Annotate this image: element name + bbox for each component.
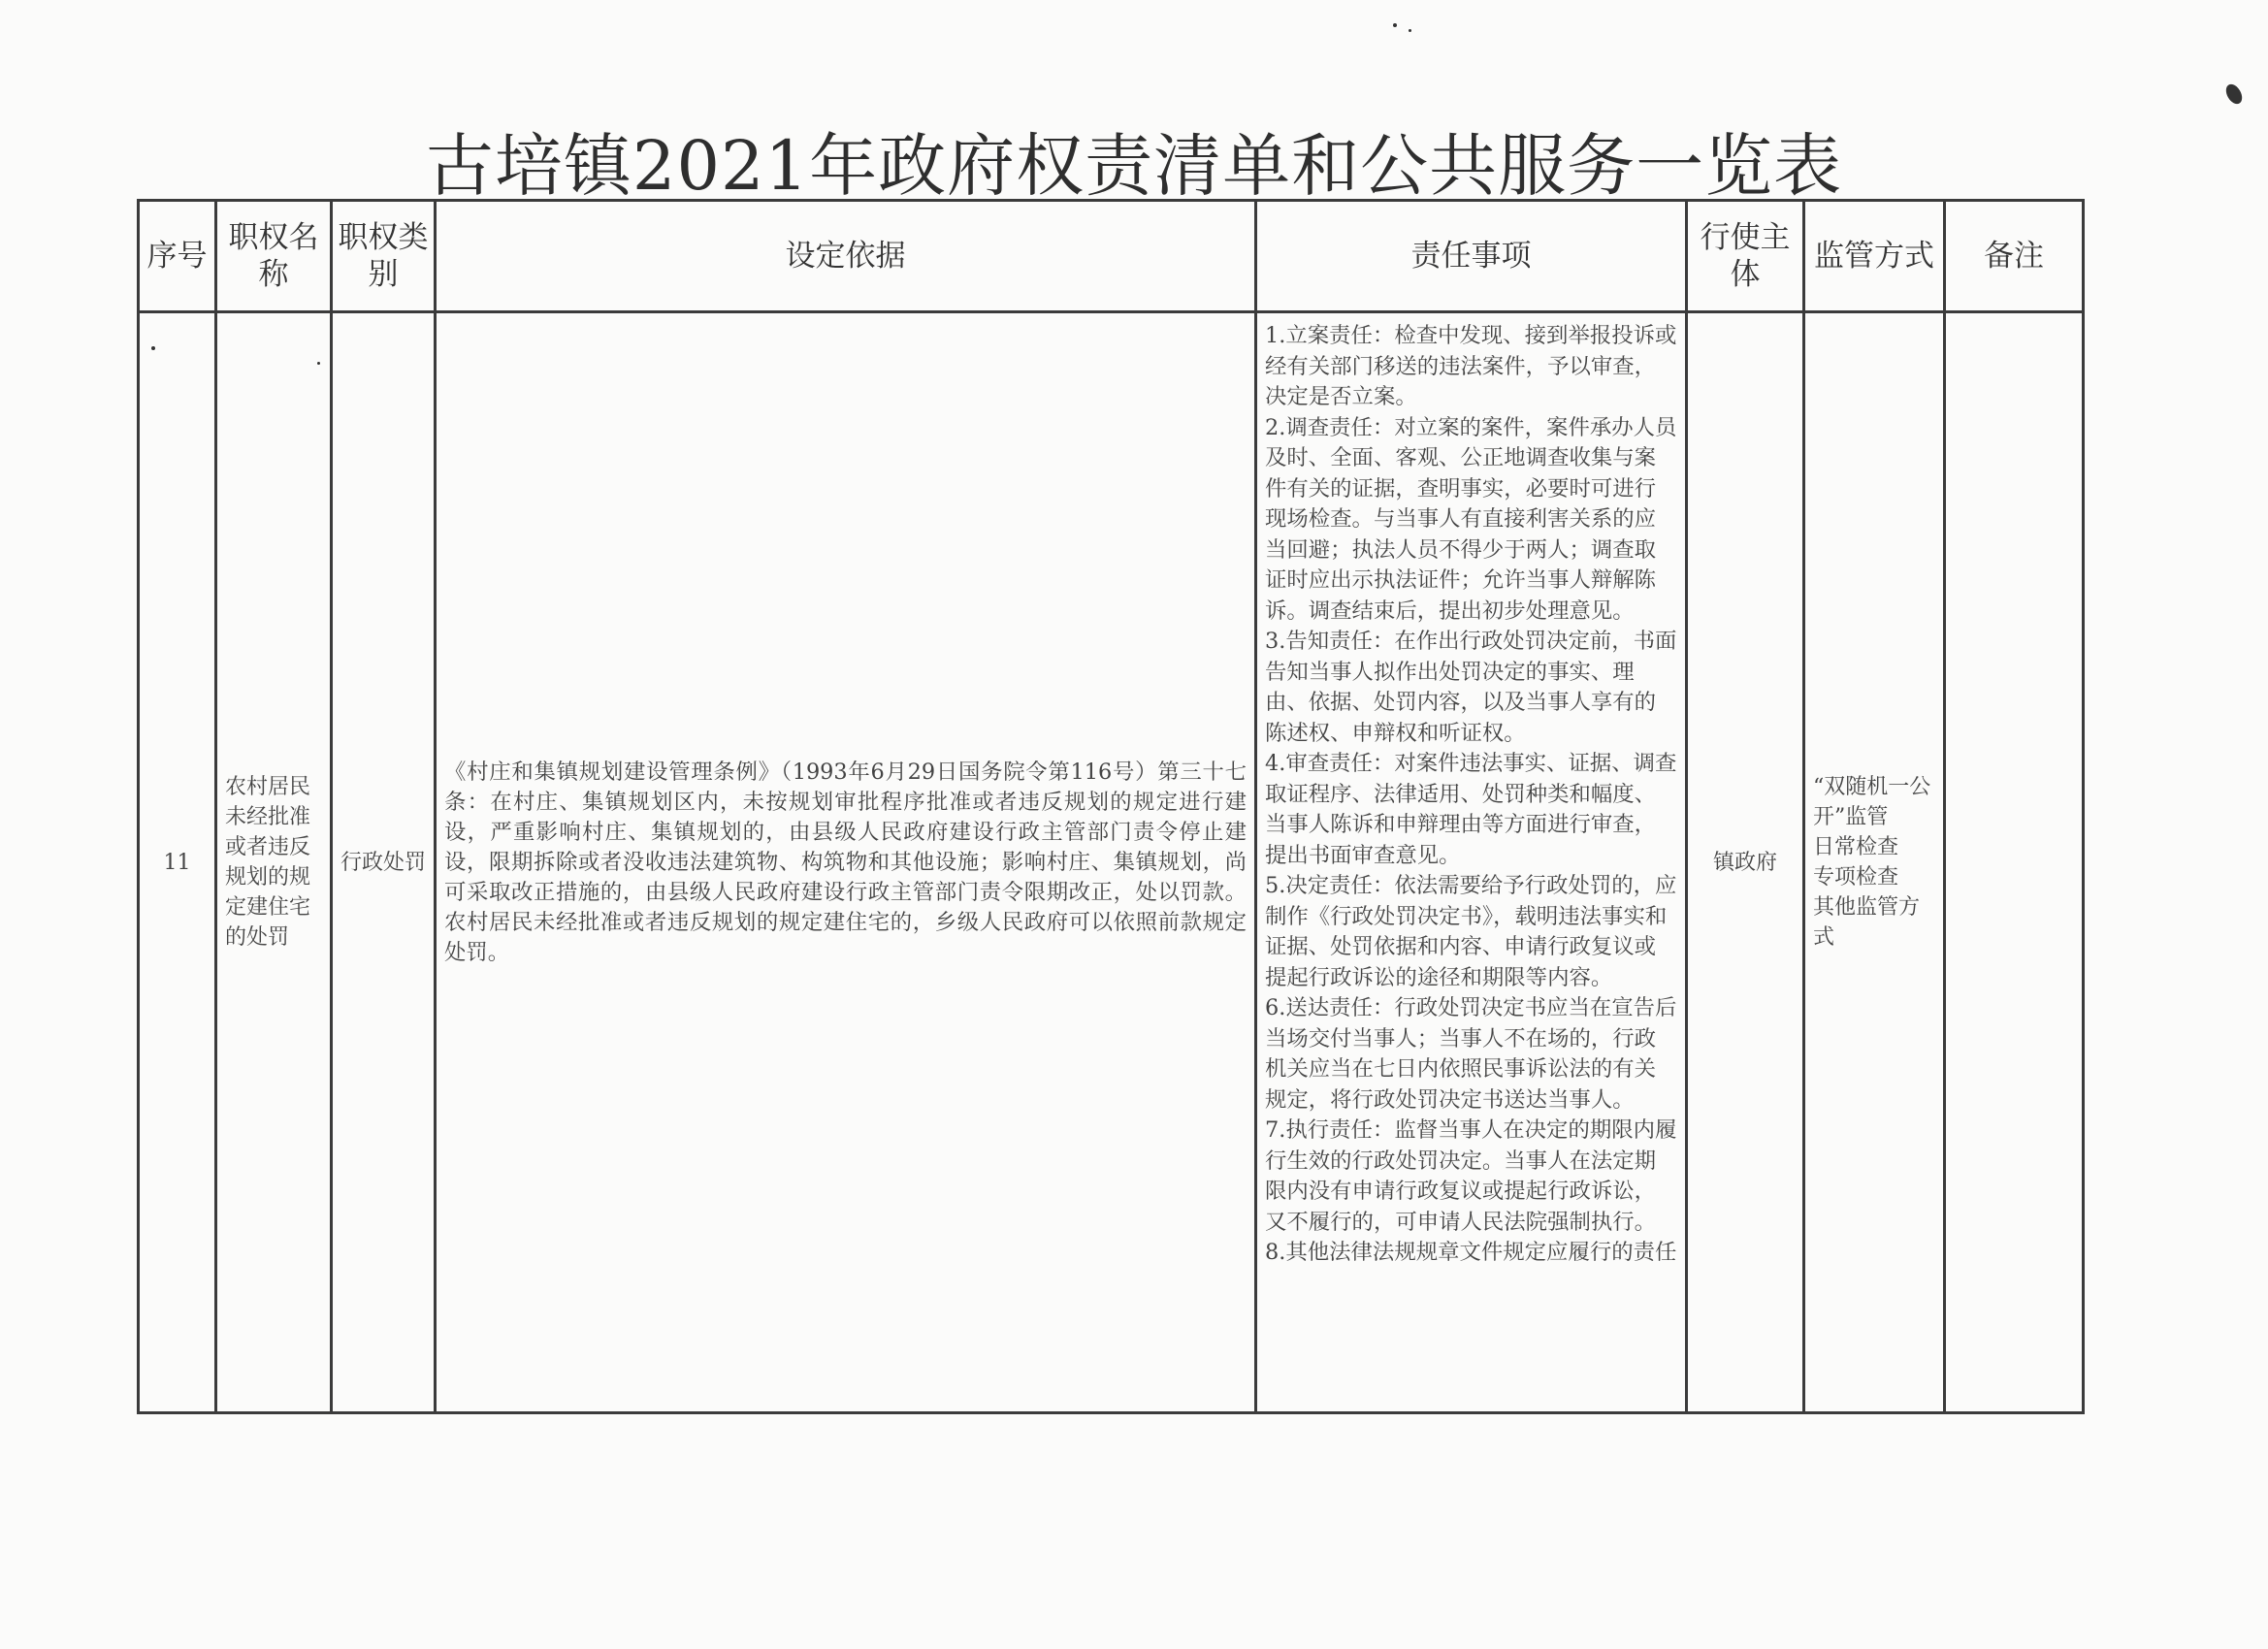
duty-item: 3.告知责任：在作出行政处罚决定前，书面告知当事人拟作出处罚决定的事实、理由、依据、处罚内容，以及当事人享有的陈述权、申辩权和听证权。 bbox=[1265, 629, 1677, 746]
cell-name: 农村居民未经批准或者违反规划的规定建住宅的处罚 bbox=[216, 312, 332, 1413]
cell-category: 行政处罚 bbox=[332, 312, 436, 1413]
cell-basis: 《村庄和集镇规划建设管理条例》（1993年6月29日国务院令第116号）第三十七条：在村庄、集镇规划区内，未按规划审批程序批准或者违反规划的规定进行建设，严重影响村庄、集镇规划的，由县级人民政府建设行政主管部门责令停止建设，限期拆除或者没收违法建筑物、构筑物和其他设施；影响村庄、集镇规划，尚可采取改正措施的，由县级人民政府建设行政主管部门责令限期改正，处以罚款。农村居民未经批准或者违反规划的规定建住宅的，乡级人民政府可以依照前款规定处罚。 bbox=[436, 312, 1256, 1413]
cell-duties bbox=[1256, 312, 1687, 1413]
header-name: 职权名称 bbox=[216, 201, 332, 312]
scan-speck bbox=[2222, 81, 2245, 107]
cell-seq: 11 bbox=[139, 312, 216, 1413]
supervision-item: 其他监管方式 bbox=[1813, 895, 1921, 950]
supervision-item: “双随机一公开”监管 bbox=[1813, 775, 1931, 829]
scan-speck bbox=[151, 346, 155, 350]
header-row bbox=[139, 201, 2084, 312]
header-remarks: 备注 bbox=[1945, 201, 2084, 312]
cell-remarks bbox=[1945, 312, 2084, 1413]
header-basis: 设定依据 bbox=[436, 201, 1256, 312]
responsibility-table bbox=[137, 199, 2085, 1414]
header-duties: 责任事项 bbox=[1256, 201, 1687, 312]
duty-item: 2.调查责任：对立案的案件，案件承办人员及时、全面、客观、公正地调查收集与案件有关的证据，查明事实，必要时可进行现场检查。与当事人有直接利害关系的应当回避；执法人员不得少于两人；调查取证时应出示执法证件；允许当事人辩解陈诉。调查结束后，提出初步处理意见。 bbox=[1265, 414, 1677, 624]
duty-item: 6.送达责任：行政处罚决定书应当在宣告后当场交付当事人；当事人不在场的，行政机关应当在七日内依照民事诉讼法的有关规定，将行政处罚决定书送达当事人。 bbox=[1265, 995, 1677, 1113]
duty-item: 1.立案责任：检查中发现、接到举报投诉或经有关部门移送的违法案件，予以审查，决定是否立案。 bbox=[1265, 323, 1677, 409]
page-title: 古培镇2021年政府权责清单和公共服务一览表 bbox=[425, 126, 1843, 206]
duty-item: 4.审查责任：对案件违法事实、证据、调查取证程序、法律适用、处罚种类和幅度、当事人陈诉和申辩理由等方面进行审查，提出书面审查意见。 bbox=[1265, 751, 1677, 868]
duty-item: 5.决定责任：依法需要给予行政处罚的，应制作《行政处罚决定书》，载明违法事实和证据、处罚依据和内容、申请行政复议或提起行政诉讼的途径和期限等内容。 bbox=[1265, 873, 1677, 990]
cell-subject: 镇政府 bbox=[1687, 312, 1804, 1413]
cell-supervision bbox=[1804, 312, 1945, 1413]
table-row bbox=[139, 312, 2084, 1413]
scan-speck bbox=[317, 362, 320, 365]
header-category: 职权类别 bbox=[332, 201, 436, 312]
supervision-item: 专项检查 bbox=[1813, 865, 1899, 889]
supervision-item: 日常检查 bbox=[1813, 835, 1899, 859]
header-supervision: 监管方式 bbox=[1804, 201, 1945, 312]
header-subject: 行使主体 bbox=[1687, 201, 1804, 312]
scan-speck bbox=[1409, 29, 1411, 32]
scan-speck bbox=[1393, 23, 1397, 27]
header-seq: 序号 bbox=[139, 201, 216, 312]
duty-item: 7.执行责任：监督当事人在决定的期限内履行生效的行政处罚决定。当事人在法定期限内没有申请行政复议或提起行政诉讼，又不履行的，可申请人民法院强制执行。 bbox=[1265, 1117, 1677, 1235]
duty-item: 8.其他法律法规规章文件规定应履行的责任 bbox=[1265, 1240, 1677, 1265]
